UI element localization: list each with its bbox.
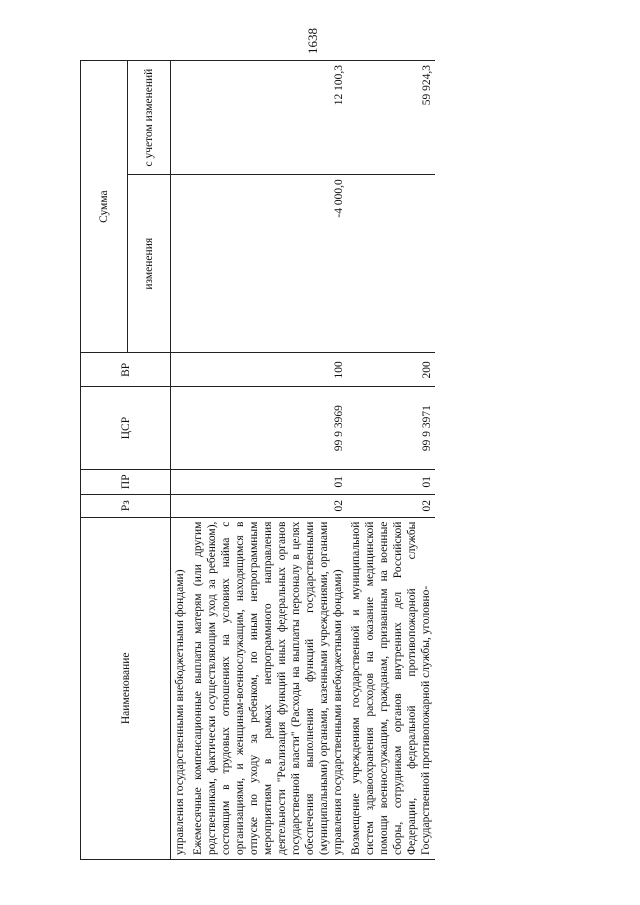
row-csr: 99 9 3971 xyxy=(347,387,435,469)
header-sum: Сумма xyxy=(81,61,128,353)
row-pr: 01 xyxy=(347,469,435,494)
header-csr: ЦСР xyxy=(81,387,171,469)
table-row xyxy=(189,61,347,860)
header-vr: ВР xyxy=(81,353,171,387)
row-pr xyxy=(171,469,190,494)
table-row xyxy=(171,61,190,860)
header-name: Наименование xyxy=(81,517,171,859)
table-row xyxy=(347,61,435,860)
row-vr: 100 xyxy=(189,353,347,387)
row-rz xyxy=(171,494,190,517)
row-vr xyxy=(171,353,190,387)
rotated-table-container xyxy=(80,60,580,860)
row-change xyxy=(347,175,435,353)
row-pr: 01 xyxy=(189,469,347,494)
row-change xyxy=(171,175,190,353)
header-rz: Рз xyxy=(81,494,171,517)
row-name: Возмещение учреждениям государственной и муниципальной систем здравоохранения расходов на оказание медицинской помощи военнослужащим, гражданам, призванным на военные сборы, сотрудникам органов внутренних дел Российской Федерации, федеральной противопожарной службы Государственной противопожарной службы, уголовно- xyxy=(347,517,435,859)
header-change: изменения xyxy=(128,175,171,353)
budget-table xyxy=(80,60,435,860)
row-vr: 200 xyxy=(347,353,435,387)
header-pr: ПР xyxy=(81,469,171,494)
row-rz: 02 xyxy=(189,494,347,517)
row-name: Ежемесячные компенсационные выплаты матерям (или другим родственникам, фактически осуществляющим уход за ребенком), состоящим в трудовых отношениях на условиях найма с организациями, и женщинам-военнослужащим, находящимся в отпуске по уходу за ребенком, по иным непрограммным мероприятиям в рамках непрограммного направления деятельности "Реализация функций иных федеральных органов государственной власти" (Расходы на выплаты персоналу в целях обеспечения выполнения функций государственными (муниципальными) органами, казенными учреждениями, органами управления государственными внебюджетными фондами) xyxy=(189,517,347,859)
row-rz: 02 xyxy=(347,494,435,517)
page-number: 1638 xyxy=(305,28,320,54)
row-with-change: 59 924,3 xyxy=(347,61,435,175)
header-with-change: с учетом изменений xyxy=(128,61,171,175)
row-with-change xyxy=(171,61,190,175)
row-csr xyxy=(171,387,190,469)
row-change: -4 000,0 xyxy=(189,175,347,353)
row-name: управления государственными внебюджетными фондами) xyxy=(171,517,190,859)
row-csr: 99 9 3969 xyxy=(189,387,347,469)
row-with-change: 12 100,3 xyxy=(189,61,347,175)
